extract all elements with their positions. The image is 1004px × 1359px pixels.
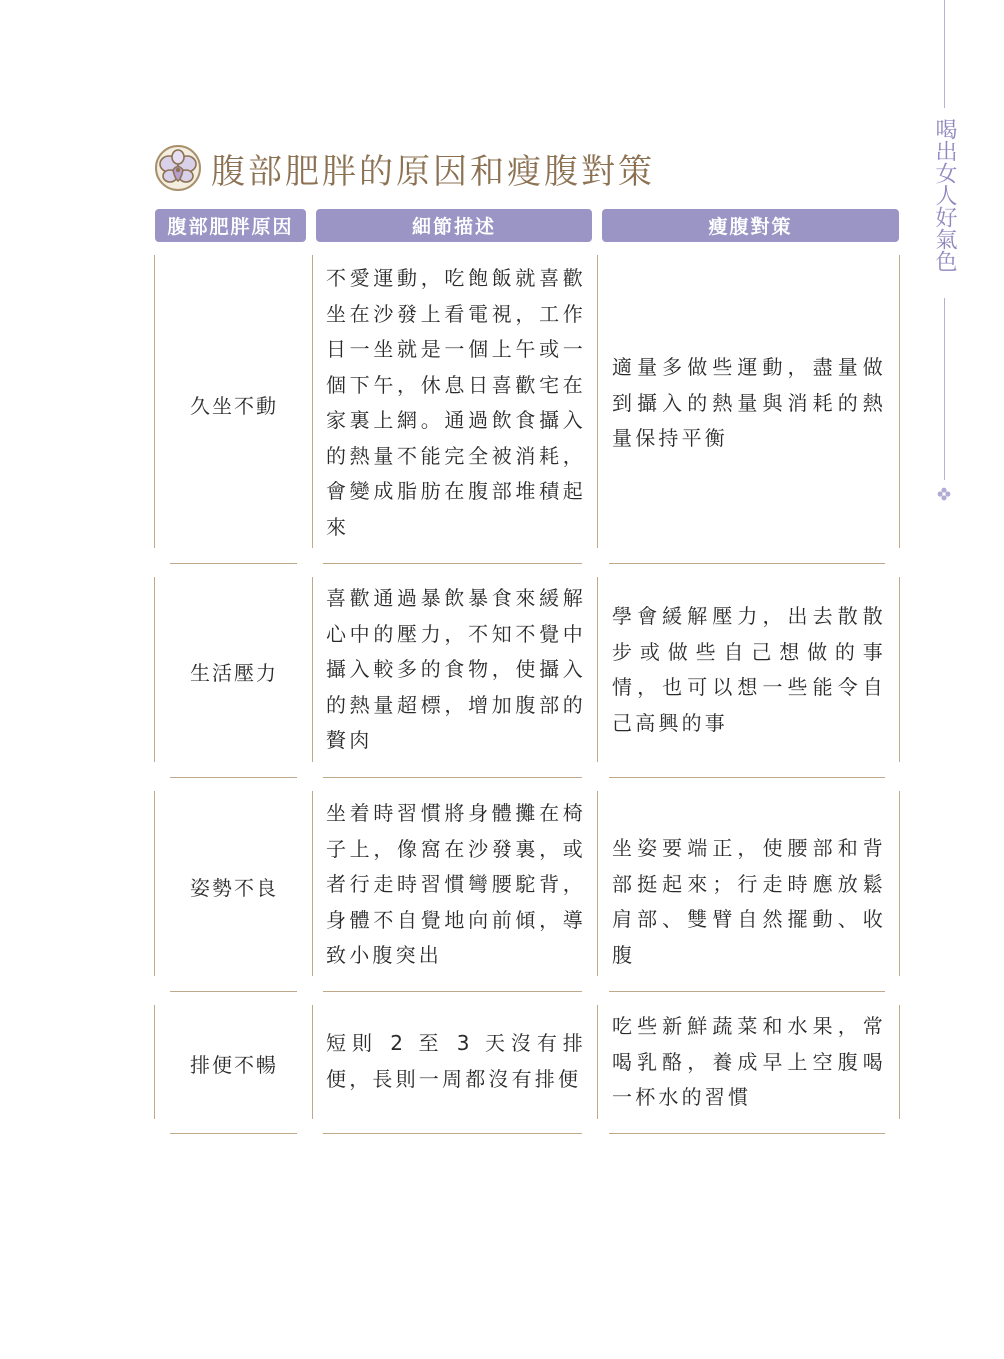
table-rule (312, 577, 313, 762)
table-rule (170, 991, 297, 992)
table-rule (154, 577, 155, 762)
table-rule (597, 255, 598, 548)
table-rule (323, 991, 582, 992)
flower-ornament-icon (937, 487, 951, 501)
column-header-cause: 腹部肥胖原因 (155, 209, 306, 242)
section-title: 腹部肥胖的原因和瘦腹對策 (211, 151, 655, 192)
row-1-cause: 久坐不動 (190, 394, 278, 418)
column-header-detail: 細節描述 (316, 209, 592, 242)
table-rule (609, 777, 885, 778)
row-1-detail: 不愛運動，吃飽飯就喜歡坐在沙發上看電視，工作日一坐就是一個上午或一個下午，休息日喜歡宅在家裏上網。通過飲食攝入的熱量不能完全被消耗，會變成脂肪在腹部堆積起來 (326, 266, 586, 539)
table-rule (154, 1005, 155, 1119)
row-3-strategy: 坐姿要端正，使腰部和背部挺起來；行走時應放鬆肩部、雙臂自然擺動、收腹 (612, 836, 886, 967)
table-rule (899, 577, 900, 762)
table-rule (170, 563, 297, 564)
row-2-strategy: 學會緩解壓力，出去散散步或做些自己想做的事情，也可以想一些能令自己高興的事 (612, 604, 886, 735)
row-4-strategy: 吃些新鮮蔬菜和水果，常喝乳酪，養成早上空腹喝一杯水的習慣 (612, 1014, 886, 1109)
table-rule (899, 255, 900, 548)
row-4-cause: 排便不暢 (190, 1053, 278, 1077)
table-rule (899, 791, 900, 976)
table-rule (170, 1133, 297, 1134)
book-title: 喝出女人好氣色 (932, 118, 957, 272)
table-rule (323, 777, 582, 778)
column-header-strategy: 瘦腹對策 (602, 209, 899, 242)
side-rule-top (944, 0, 945, 108)
table-rule (899, 1005, 900, 1119)
row-2-cause: 生活壓力 (190, 661, 278, 685)
table-rule (154, 791, 155, 976)
table-rule (597, 577, 598, 762)
table-rule (170, 777, 297, 778)
table-rule (312, 255, 313, 548)
row-2-detail: 喜歡通過暴飲暴食來緩解心中的壓力，不知不覺中攝入較多的食物，使攝入的熱量超標，增加腹部的贅肉 (326, 586, 586, 752)
table-rule (609, 563, 885, 564)
table-rule (597, 1005, 598, 1119)
table-rule (609, 1133, 885, 1134)
table-rule (609, 991, 885, 992)
row-3-detail: 坐着時習慣將身體攤在椅子上，像窩在沙發裏，或者行走時習慣彎腰駝背，身體不自覺地向前傾，導致小腹突出 (326, 801, 586, 967)
section-heading (153, 143, 655, 193)
table-rule (323, 1133, 582, 1134)
row-1-strategy: 適量多做些運動，盡量做到攝入的熱量與消耗的熱量保持平衡 (612, 355, 886, 450)
table-rule (154, 255, 155, 548)
table-rule (312, 791, 313, 976)
orchid-logo-icon (153, 143, 203, 193)
table-rule (323, 563, 582, 564)
row-4-detail: 短則 2 至 3 天沒有排便，長則一周都沒有排便 (326, 1031, 586, 1091)
table-rule (597, 791, 598, 976)
side-rule-bottom (944, 298, 945, 480)
row-3-cause: 姿勢不良 (190, 876, 278, 900)
table-rule (312, 1005, 313, 1119)
